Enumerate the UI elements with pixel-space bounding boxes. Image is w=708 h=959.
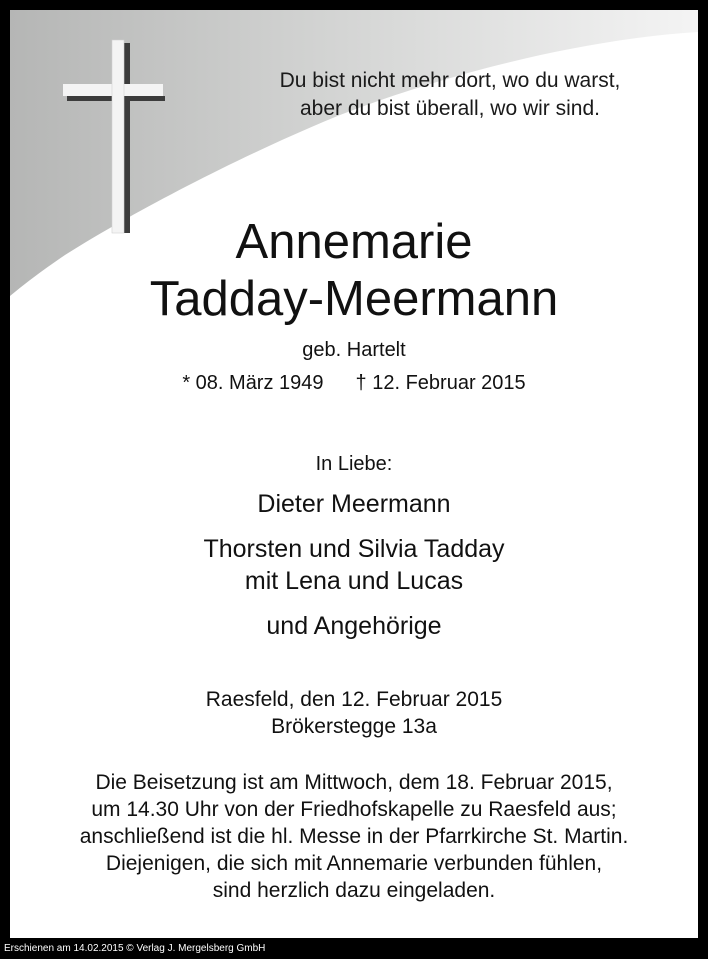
mourner-line: Dieter Meermann xyxy=(257,490,451,518)
birth-date: * 08. März 1949 xyxy=(182,372,324,394)
deceased-last-name: Tadday-Meermann xyxy=(149,272,559,326)
deceased-first-name: Annemarie xyxy=(235,215,473,269)
notice-line: um 14.30 Uhr von der Friedhofskapelle zu Raesfeld aus; xyxy=(91,798,617,821)
place-date: Raesfeld, den 12. Februar 2015 xyxy=(205,688,503,711)
street-address: Brökerstegge 13a xyxy=(271,715,437,738)
quote xyxy=(240,67,660,123)
quote-line-1: Du bist nicht mehr dort, wo du warst, xyxy=(279,69,621,92)
birth-name: geb. Hartelt xyxy=(302,339,406,361)
deceased-name xyxy=(10,214,698,328)
quote-line-2: aber du bist überall, wo wir sind. xyxy=(300,97,600,120)
publication-footer: Erschienen am 14.02.2015 © Verlag J. Mergelsberg GmbH xyxy=(4,943,266,954)
notice-line: Die Beisetzung ist am Mittwoch, dem 18. Februar 2015, xyxy=(95,771,613,794)
mourner-line: Thorsten und Silvia Tadday xyxy=(203,535,505,563)
mourner-line: und Angehörige xyxy=(266,612,442,640)
funeral-notice xyxy=(10,769,698,904)
death-date: † 12. Februar 2015 xyxy=(355,372,526,394)
notice-line: sind herzlich dazu eingeladen. xyxy=(212,879,496,902)
notice-line: Diejenigen, die sich mit Annemarie verbunden fühlen, xyxy=(105,852,603,875)
life-dates xyxy=(10,370,698,396)
mourner-line: mit Lena und Lucas xyxy=(244,567,464,595)
obituary-card xyxy=(10,10,698,938)
mourners-label: In Liebe: xyxy=(315,453,393,475)
notice-line: anschließend ist die hl. Messe in der Pfarrkirche St. Martin. xyxy=(79,825,629,848)
